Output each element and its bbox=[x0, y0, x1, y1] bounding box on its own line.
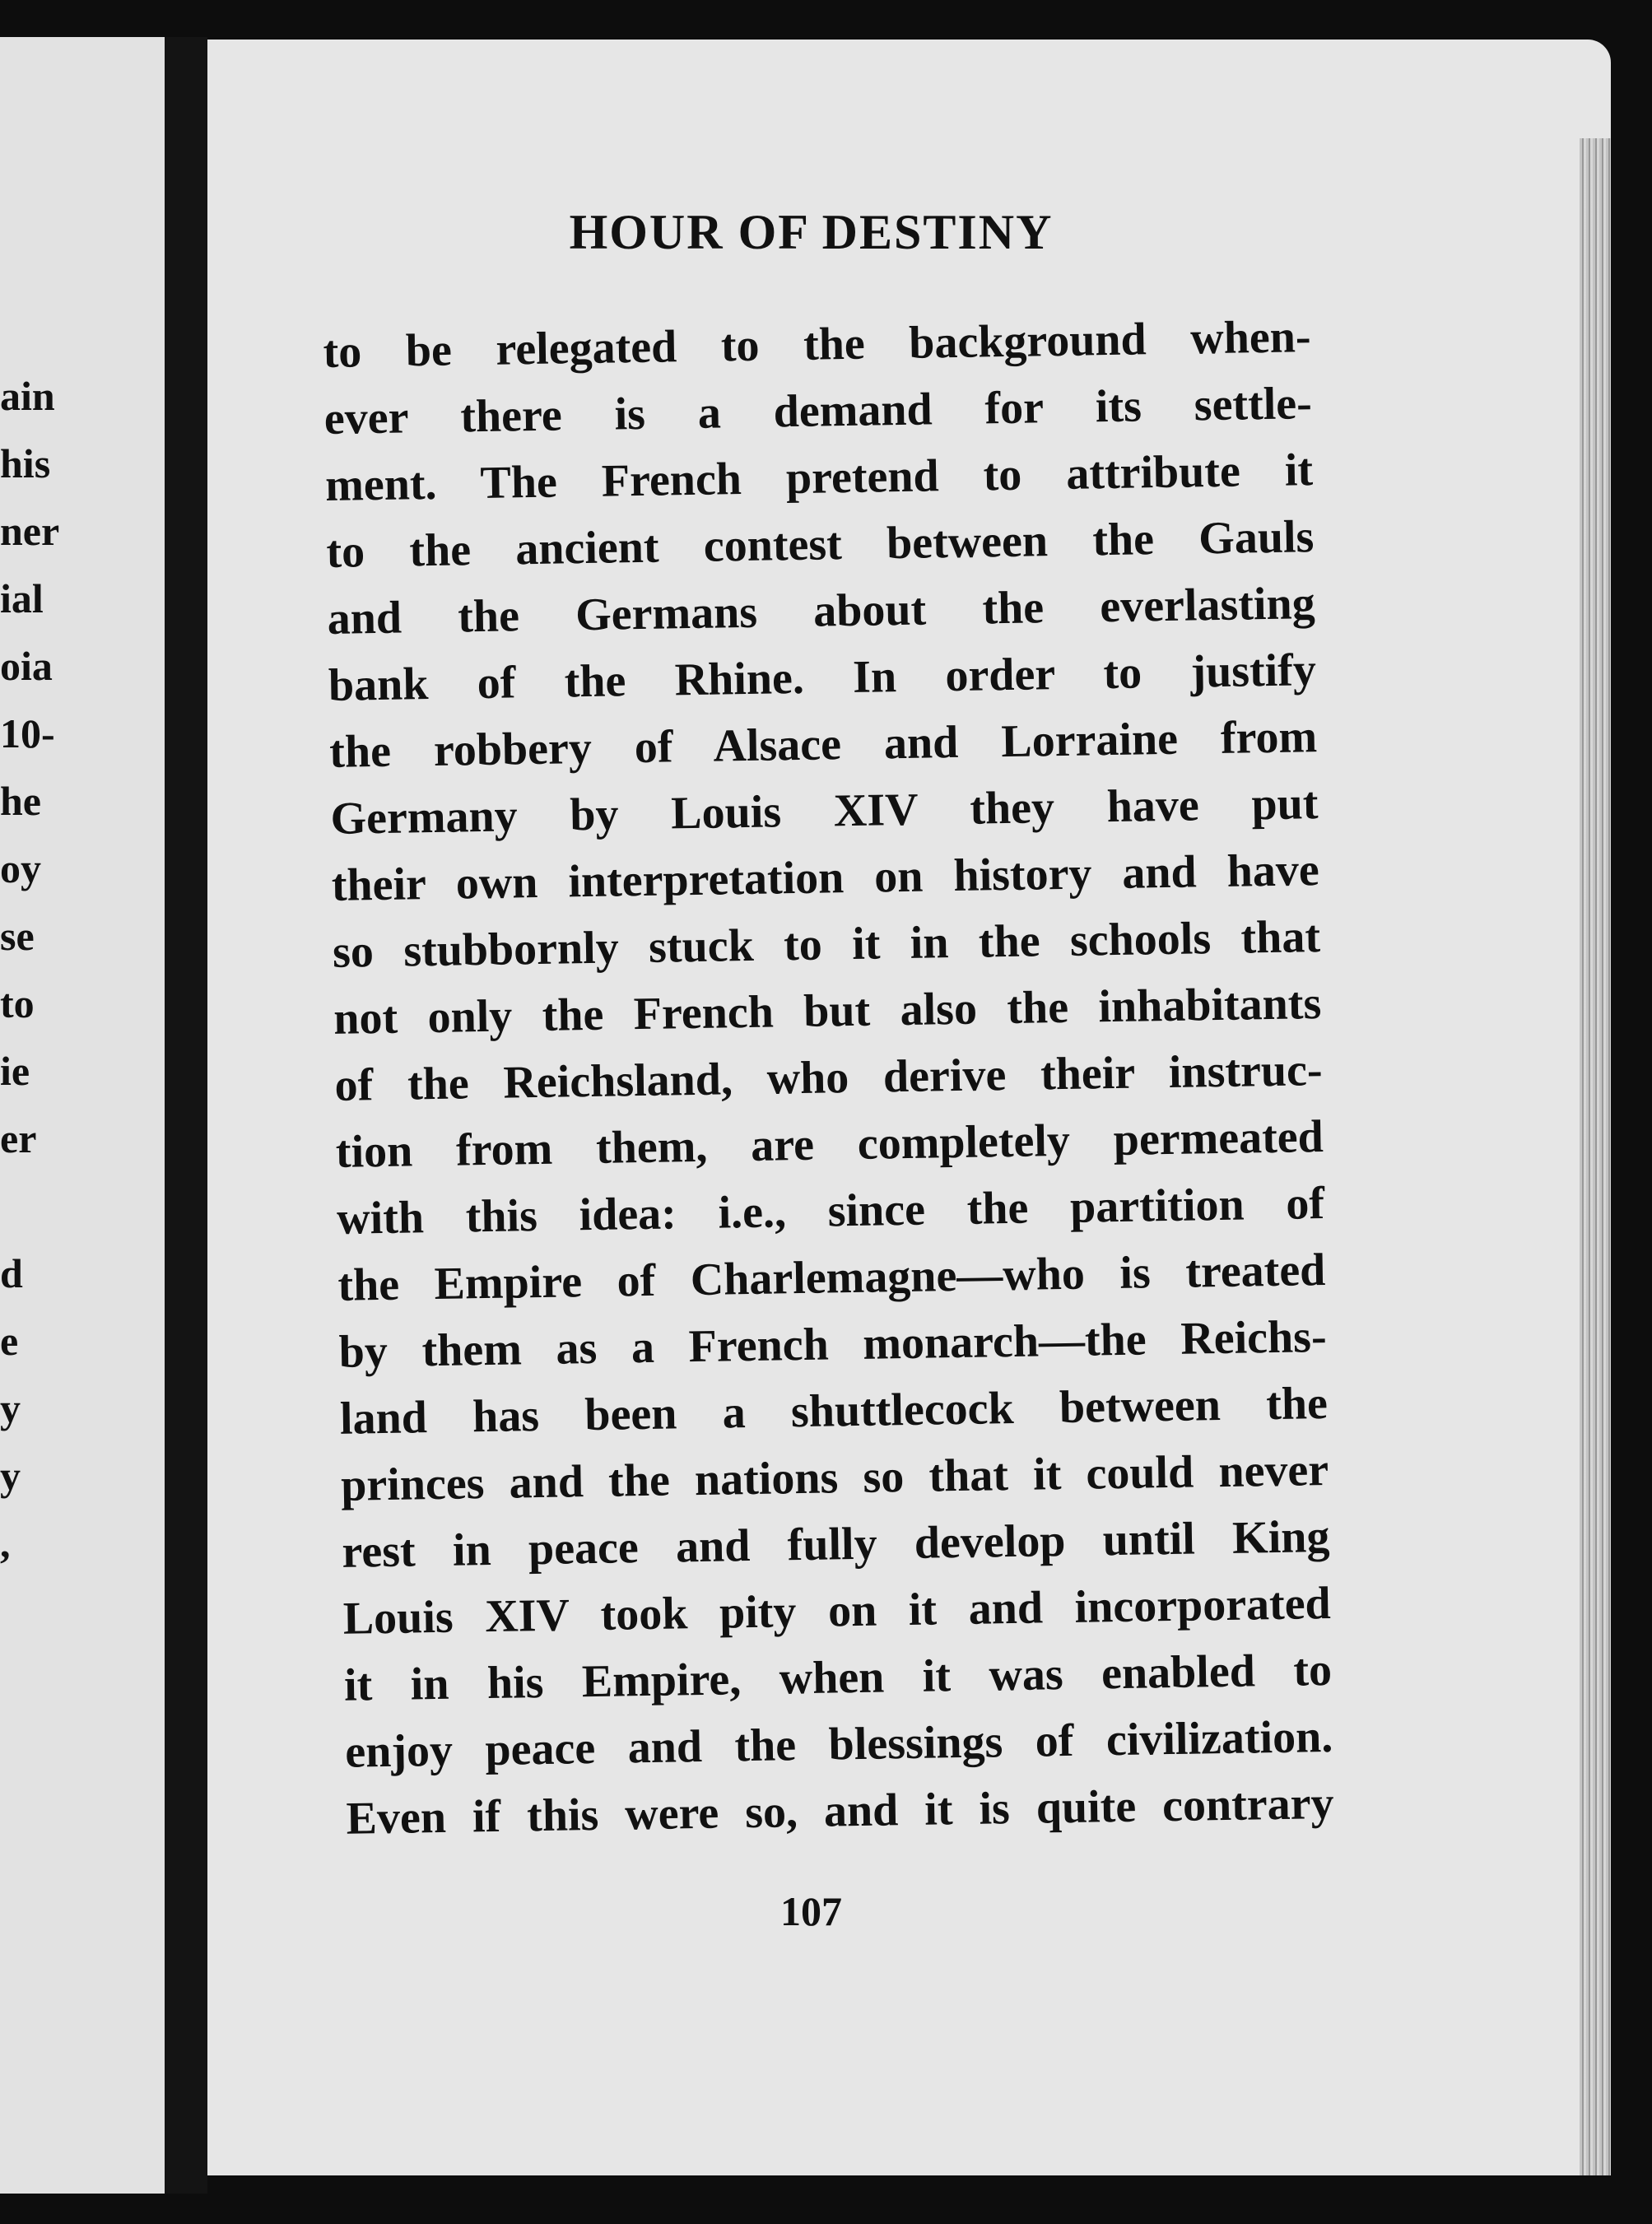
text-line: by them as a French monarch—the Reichs- bbox=[338, 1311, 1328, 1378]
scan-mark bbox=[741, 0, 759, 33]
text-line: Louis XIV took pity on it and incorporated bbox=[342, 1577, 1332, 1645]
text-line: princes and the nations so that it could never bbox=[340, 1444, 1329, 1511]
text-line: so stubbornly stuck to it in the schools that bbox=[332, 911, 1321, 978]
left-page-fragment: er bbox=[0, 1115, 37, 1161]
text-line: to the ancient contest between the Gauls bbox=[325, 511, 1315, 578]
book-page bbox=[207, 40, 1611, 2175]
left-page-fragment: ain bbox=[0, 373, 55, 419]
left-page-fragment: ner bbox=[0, 508, 60, 554]
left-page-fragment: he bbox=[0, 778, 41, 824]
left-page-fragment: his bbox=[0, 440, 51, 486]
left-page-fragment: y bbox=[0, 1453, 21, 1499]
left-page-fragment: d bbox=[0, 1250, 23, 1296]
left-page-fragment: to bbox=[0, 980, 35, 1026]
left-page-fragment bbox=[0, 1172, 165, 1240]
left-page-fragment: ial bbox=[0, 575, 44, 621]
left-facing-page bbox=[0, 37, 165, 2194]
text-line: ever there is a demand for its settle- bbox=[323, 378, 1313, 444]
text-line: their own interpretation on history and have bbox=[331, 844, 1320, 911]
text-line: with this idea: i.e., since the partition of bbox=[336, 1178, 1325, 1245]
text-line: not only the French but also the inhabitants bbox=[333, 978, 1322, 1045]
text-line: Germany by Louis XIV they have put bbox=[330, 778, 1319, 844]
page-edge bbox=[1580, 138, 1611, 2175]
left-page-text bbox=[0, 362, 165, 1577]
left-page-fragment: ie bbox=[0, 1048, 30, 1094]
text-line: rest in peace and fully develop until King bbox=[342, 1510, 1330, 1578]
body-text bbox=[323, 304, 1334, 1853]
text-line: the Empire of Charlemagne—who is treated bbox=[337, 1245, 1326, 1311]
left-page-fragment: , bbox=[0, 1520, 11, 1566]
left-page-fragment: y bbox=[0, 1385, 21, 1431]
text-line: tion from them, are completely permeated bbox=[335, 1111, 1324, 1178]
text-line: the robbery of Alsace and Lorraine from bbox=[328, 711, 1318, 778]
text-line: enjoy peace and the blessings of civilization. bbox=[344, 1710, 1333, 1778]
text-line: it in his Empire, when it was enabled to bbox=[343, 1644, 1333, 1711]
text-line: and the Germans about the everlasting bbox=[327, 578, 1316, 644]
left-page-fragment: 10- bbox=[0, 710, 55, 756]
book-gutter bbox=[165, 37, 207, 2194]
left-page-fragment: se bbox=[0, 913, 35, 959]
left-page-fragment: e bbox=[0, 1318, 19, 1364]
text-line: land has been a shuttlecock between the bbox=[339, 1377, 1329, 1445]
running-head: HOUR OF DESTINY bbox=[569, 205, 1054, 259]
left-page-fragment: oy bbox=[0, 845, 41, 891]
page-number: 107 bbox=[780, 1888, 842, 1934]
text-line: bank of the Rhine. In order to justify bbox=[328, 644, 1317, 711]
text-line: to be relegated to the background when- bbox=[323, 311, 1311, 378]
text-line: ment. The French pretend to attribute it bbox=[324, 444, 1314, 511]
text-line: of the Reichsland, who derive their instruc- bbox=[334, 1045, 1323, 1111]
text-line: Even if this were so, and it is quite contrary bbox=[346, 1777, 1334, 1845]
left-page-fragment: oia bbox=[0, 643, 53, 689]
